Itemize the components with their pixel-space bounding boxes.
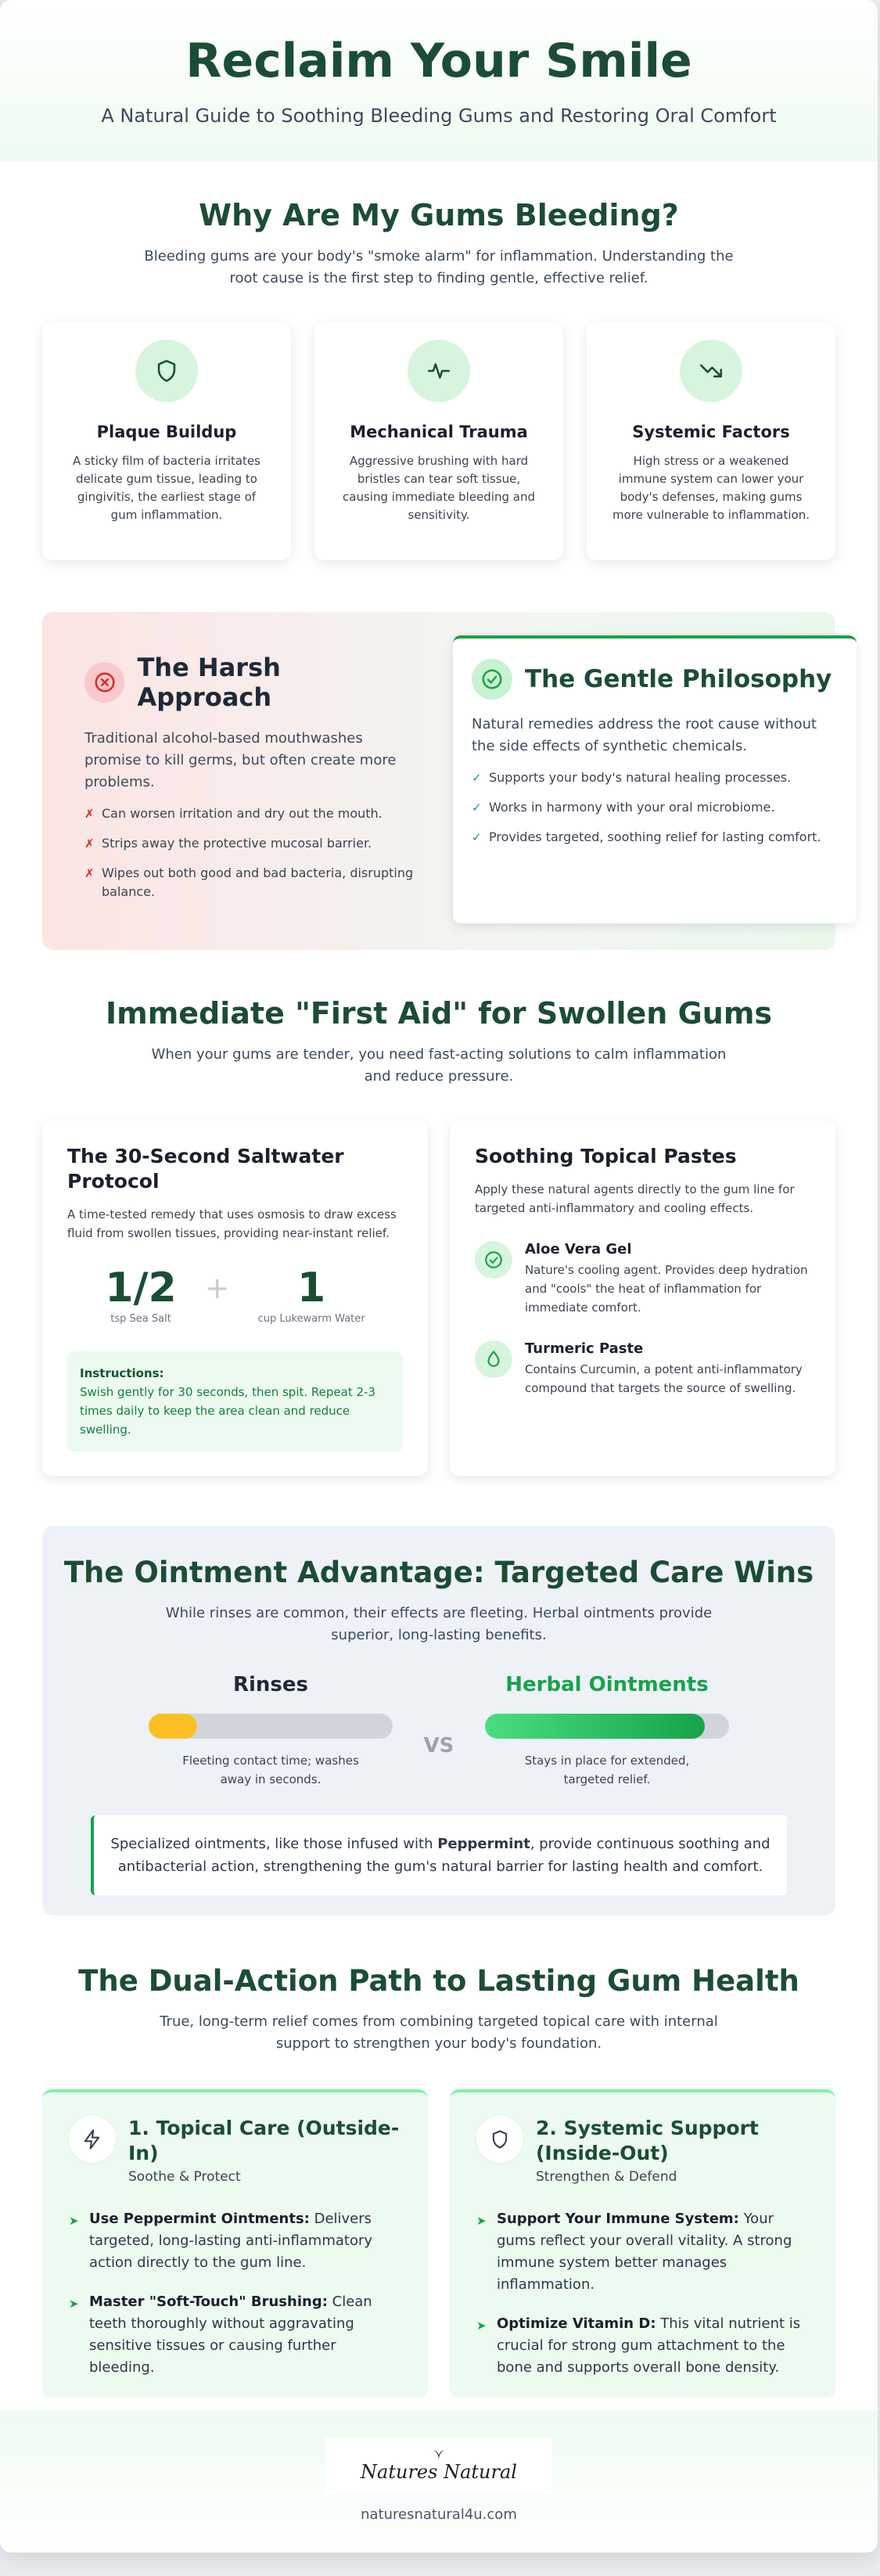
list-item: ✓ Supports your body's natural healing processes. [472,768,838,787]
list-item: ➤ Support Your Immune System: Your gums reflect your overall vitality. A strong immune system better manages inflammation. [476,2208,809,2296]
instructions-box [67,1351,403,1452]
water-unit: cup Lukewarm Water [257,1313,365,1325]
list-item: ✗ Can worsen irritation and dry out the mouth. [84,804,421,823]
section-subtitle: When your gums are tender, you need fast-acting solutions to calm inflammation and reduce pressure. [151,1046,727,1085]
card-title: 1. Topical Care (Outside-In) [128,2117,400,2164]
card-tagline: Strengthen & Defend [536,2169,677,2185]
remedy-item [475,1340,810,1398]
remedy-name: Turmeric Paste [525,1340,644,1357]
section-subtitle: While rinses are common, their effects are fleeting. Herbal ointments provide superior, long-lasting benefits. [165,1605,713,1643]
list-item: ✗ Strips away the protective mucosal barrier. [84,834,421,853]
arrow-icon: ➤ [69,2297,79,2311]
check-icon: ✓ [472,801,482,815]
leaf-icon [427,2448,451,2461]
instructions-label: Instructions: [80,1366,164,1380]
harsh-description: Traditional alcohol-based mouthwashes promise to kill germs, but often create more problems. [84,730,397,790]
rinses-description: Fleeting contact time; washes away in seconds. [182,1754,359,1786]
why-section [0,161,878,560]
cross-icon: ✗ [84,866,95,880]
cause-text: High stress or a weakened immune system can lower your body's defenses, making gums more vulnerable to inflammation. [612,454,810,522]
harsh-title: The Harsh Approach [137,653,281,712]
check-icon: ✓ [472,771,482,785]
shield-icon [135,340,198,402]
cause-title: Systemic Factors [632,423,790,441]
check-circle-icon [475,1241,512,1279]
cause-card [42,322,291,560]
section-title: The Ointment Advantage: Targeted Care Wins [63,1556,814,1589]
footer [0,2411,878,2553]
salt-unit: tsp Sea Salt [110,1313,171,1325]
section-title: Why Are My Gums Bleeding? [199,198,679,232]
water-amount: 1 [297,1265,326,1311]
peppermint-highlight: Peppermint [437,1836,530,1852]
card-intro: A time-tested remedy that uses osmosis to draw excess fluid from swollen tissues, providing near-instant relief. [67,1207,397,1240]
list-item: ✓ Works in harmony with your oral microbiome. [472,798,838,817]
cause-title: Mechanical Trauma [350,423,528,441]
herbal-description: Stays in place for extended, targeted relief. [524,1754,690,1786]
instructions-text: Swish gently for 30 seconds, then spit. Repeat 2-3 times daily to keep the area clean and reduce swelling. [80,1385,375,1437]
systemic-support-card [450,2089,835,2398]
rinses-label: Rinses [232,1673,309,1696]
list-item: ✓ Provides targeted, soothing relief for lasting comfort. [472,828,838,847]
page-subtitle: A Natural Guide to Soothing Bleeding Gums and Restoring Oral Comfort [101,105,777,127]
gentle-philosophy-card [453,635,857,923]
cause-text: Aggressive brushing with hard bristles can tear soft tissue, causing immediate bleeding and sensitivity. [343,454,535,522]
brand-logo[interactable] [325,2437,552,2494]
check-icon: ✓ [472,830,482,844]
section-subtitle: Bleeding gums are your body's "smoke alarm" for inflammation. Understanding the root cause is the first step to finding gentle, effective relief. [144,248,734,286]
ointment-section [42,1526,835,1916]
cause-card [314,322,563,560]
salt-ratio [67,1266,403,1325]
section-subtitle: True, long-term relief comes from combining targeted topical care with internal support to strengthen your body's foundation. [160,2013,718,2052]
arrow-icon: ➤ [476,2214,487,2228]
list-item: ➤ Master "Soft-Touch" Brushing: Clean teeth thoroughly without aggravating sensitive tissues or causing further bleeding. [69,2291,401,2379]
website-link[interactable]: naturesnatural4u.com [361,2506,517,2523]
drop-icon [475,1340,512,1378]
x-circle-icon [84,662,124,703]
cause-card [587,322,835,560]
remedy-text: Contains Curcumin, a potent anti-inflammatory compound that targets the source of swelling. [525,1362,803,1395]
rinses-bar-fill [149,1714,197,1739]
salt-amount: 1/2 [105,1265,177,1311]
card-title: Soothing Topical Pastes [475,1145,737,1167]
rinses-column [149,1673,393,1789]
approach-comparison [42,612,835,950]
list-item: ➤ Use Peppermint Ointments: Delivers targeted, long-lasting anti-inflammatory action directly to the gum line. [69,2208,401,2274]
cause-text: A sticky film of bacteria irritates delicate gum tissue, leading to gingivitis, the earliest stage of gum inflammation. [73,454,260,522]
cross-icon: ✗ [84,836,95,851]
gentle-description: Natural remedies address the root cause without the side effects of synthetic chemicals. [472,716,817,754]
remedy-item [475,1241,810,1317]
herbal-label: Herbal Ointments [505,1673,709,1696]
harsh-approach-panel [84,653,421,901]
saltwater-card [42,1121,428,1476]
rinses-bar [149,1714,393,1739]
list-item: ✗ Wipes out both good and bad bacteria, disrupting balance. [84,865,414,899]
arrow-icon: ➤ [69,2214,79,2228]
harsh-list [84,804,421,901]
section-title: The Dual-Action Path to Lasting Gum Health [78,1964,799,1998]
card-title: 2. Systemic Support (Inside-Out) [536,2117,759,2164]
logo-wordmark: Natures Natural [361,2461,517,2483]
cause-title: Plaque Buildup [96,423,237,441]
card-title: The 30-Second Saltwater Protocol [67,1145,344,1193]
remedy-text: Nature's cooling agent. Provides deep hydration and "cools" the heat of inflammation for immediate comfort. [525,1263,808,1315]
card-tagline: Soothe & Protect [128,2169,241,2185]
herbal-bar-fill [485,1714,705,1739]
lightning-icon [69,2116,116,2163]
herbal-column [485,1673,729,1789]
first-aid-section [0,950,878,1476]
arrow-icon: ➤ [476,2319,487,2333]
cross-icon: ✗ [84,807,95,821]
versus-label: VS [423,1734,454,1758]
pulse-icon [408,340,470,402]
plus-sign: + [204,1271,230,1305]
dual-action-section [0,1916,878,2398]
gentle-list [472,768,838,847]
shield-icon [476,2116,523,2163]
cause-cards [0,322,878,560]
topical-pastes-card [450,1121,835,1476]
remedy-name: Aloe Vera Gel [525,1241,632,1257]
gentle-title: The Gentle Philosophy [525,665,832,693]
trend-down-icon [680,340,742,402]
page-title: Reclaim Your Smile [185,34,692,88]
peppermint-callout: Specialized ointments, like those infused with Peppermint, provide continuous soothing and antibacterial action, strengthening the gum's natural barrier for lasting health and comfort. [91,1815,787,1895]
herbal-bar [485,1714,729,1739]
card-intro: Apply these natural agents directly to the gum line for targeted anti-inflammatory and cooling effects. [475,1182,795,1215]
section-title: Immediate "First Aid" for Swollen Gums [105,996,773,1031]
list-item: ➤ Optimize Vitamin D: This vital nutrient is crucial for strong gum attachment to the bone and supports overall bone density. [476,2313,809,2379]
topical-care-card [42,2089,428,2398]
hero-banner [0,0,878,161]
check-circle-icon [472,659,512,700]
